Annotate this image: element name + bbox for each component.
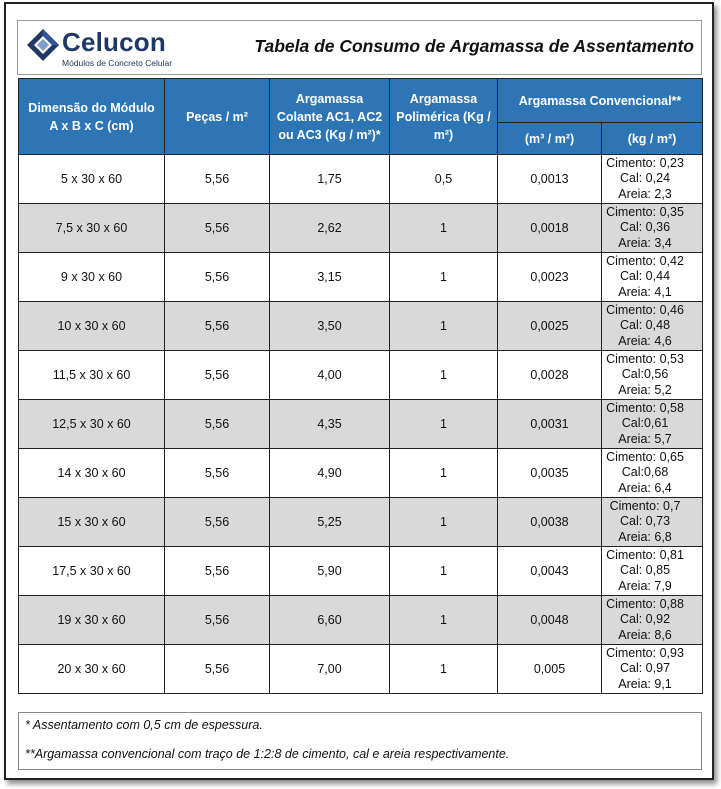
cell-volume: 0,0013 xyxy=(498,155,602,204)
header-dimension: Dimensão do Módulo A x B x C (cm) xyxy=(19,79,165,155)
cell-dimension: 12,5 x 30 x 60 xyxy=(19,400,165,449)
cell-adhesive: 4,35 xyxy=(270,400,390,449)
cell-polymeric: 1 xyxy=(390,302,498,351)
cell-pieces: 5,56 xyxy=(165,645,270,694)
cell-volume: 0,0025 xyxy=(498,302,602,351)
cell-volume: 0,0023 xyxy=(498,253,602,302)
cell-pieces: 5,56 xyxy=(165,400,270,449)
header-adhesive-mortar: Argamassa Colante AC1, AC2 ou AC3 (Kg / m²)* xyxy=(270,79,390,155)
header-conventional-mortar: Argamassa Convencional** xyxy=(498,79,703,123)
cell-dimension: 15 x 30 x 60 xyxy=(19,498,165,547)
cell-adhesive: 3,15 xyxy=(270,253,390,302)
table-row xyxy=(19,302,703,351)
cell-pieces: 5,56 xyxy=(165,547,270,596)
cell-mix: Cimento: 0,7 Cal: 0,73 Areia: 6,8 xyxy=(602,498,703,547)
table-row xyxy=(19,498,703,547)
table-row xyxy=(19,351,703,400)
cell-polymeric: 1 xyxy=(390,400,498,449)
cell-mix: Cimento: 0,23 Cal: 0,24 Areia: 2,3 xyxy=(602,155,703,204)
cell-adhesive: 3,50 xyxy=(270,302,390,351)
cell-mix: Cimento: 0,35 Cal: 0,36 Areia: 3,4 xyxy=(602,204,703,253)
cell-adhesive: 1,75 xyxy=(270,155,390,204)
cell-mix: Cimento: 0,93 Cal: 0,97 Areia: 9,1 xyxy=(602,645,703,694)
brand-name: Celucon xyxy=(62,27,166,57)
cell-mix: Cimento: 0,65 Cal:0,68 Areia: 6,4 xyxy=(602,449,703,498)
header-conventional-volume: (m³ / m²) xyxy=(498,123,602,155)
cell-dimension: 19 x 30 x 60 xyxy=(19,596,165,645)
cell-adhesive: 7,00 xyxy=(270,645,390,694)
table-row xyxy=(19,547,703,596)
cell-mix: Cimento: 0,88 Cal: 0,92 Areia: 8,6 xyxy=(602,596,703,645)
cell-pieces: 5,56 xyxy=(165,155,270,204)
cell-dimension: 10 x 30 x 60 xyxy=(19,302,165,351)
cell-volume: 0,0028 xyxy=(498,351,602,400)
cell-pieces: 5,56 xyxy=(165,449,270,498)
header-pieces: Peças / m² xyxy=(165,79,270,155)
cell-pieces: 5,56 xyxy=(165,302,270,351)
cell-dimension: 11,5 x 30 x 60 xyxy=(19,351,165,400)
cell-mix: Cimento: 0,42 Cal: 0,44 Areia: 4,1 xyxy=(602,253,703,302)
cell-polymeric: 0,5 xyxy=(390,155,498,204)
cell-adhesive: 5,90 xyxy=(270,547,390,596)
cell-polymeric: 1 xyxy=(390,596,498,645)
cell-dimension: 9 x 30 x 60 xyxy=(19,253,165,302)
cell-dimension: 20 x 30 x 60 xyxy=(19,645,165,694)
cell-adhesive: 6,60 xyxy=(270,596,390,645)
document-title: Tabela de Consumo de Argamassa de Assentamento xyxy=(254,36,694,56)
table-row xyxy=(19,253,703,302)
cell-mix: Cimento: 0,81 Cal: 0,85 Areia: 7,9 xyxy=(602,547,703,596)
cell-pieces: 5,56 xyxy=(165,351,270,400)
cell-mix: Cimento: 0,58 Cal:0,61 Areia: 5,7 xyxy=(602,400,703,449)
cell-pieces: 5,56 xyxy=(165,204,270,253)
cell-polymeric: 1 xyxy=(390,498,498,547)
brand-tagline: Módulos de Concreto Celular xyxy=(62,58,173,68)
footnote-mix-ratio: **Argamassa convencional com traço de 1:2:8 de cimento, cal e areia respectivamente. xyxy=(25,747,510,761)
cell-polymeric: 1 xyxy=(390,204,498,253)
table-row xyxy=(19,155,703,204)
footnote-thickness: * Assentamento com 0,5 cm de espessura. xyxy=(25,718,263,732)
cell-mix: Cimento: 0,46 Cal: 0,48 Areia: 4,6 xyxy=(602,302,703,351)
table-row xyxy=(19,204,703,253)
cell-volume: 0,005 xyxy=(498,645,602,694)
cell-dimension: 7,5 x 30 x 60 xyxy=(19,204,165,253)
cell-pieces: 5,56 xyxy=(165,596,270,645)
cell-adhesive: 5,25 xyxy=(270,498,390,547)
table-row xyxy=(19,645,703,694)
table-row xyxy=(19,400,703,449)
footnotes xyxy=(18,712,702,770)
document-header xyxy=(17,20,702,75)
table-row xyxy=(19,449,703,498)
cell-volume: 0,0031 xyxy=(498,400,602,449)
cell-mix: Cimento: 0,53 Cal:0,56 Areia: 5,2 xyxy=(602,351,703,400)
cell-polymeric: 1 xyxy=(390,547,498,596)
cell-pieces: 5,56 xyxy=(165,498,270,547)
cell-polymeric: 1 xyxy=(390,253,498,302)
celucon-logo xyxy=(26,28,226,70)
cell-volume: 0,0018 xyxy=(498,204,602,253)
cell-polymeric: 1 xyxy=(390,645,498,694)
cell-volume: 0,0048 xyxy=(498,596,602,645)
cell-volume: 0,0043 xyxy=(498,547,602,596)
cell-volume: 0,0035 xyxy=(498,449,602,498)
header-polymeric-mortar: Argamassa Polimérica (Kg / m²) xyxy=(390,79,498,155)
table-row xyxy=(19,596,703,645)
cell-adhesive: 4,90 xyxy=(270,449,390,498)
cell-dimension: 5 x 30 x 60 xyxy=(19,155,165,204)
cell-adhesive: 4,00 xyxy=(270,351,390,400)
cell-dimension: 17,5 x 30 x 60 xyxy=(19,547,165,596)
cube-logo-icon xyxy=(26,28,60,62)
cell-dimension: 14 x 30 x 60 xyxy=(19,449,165,498)
cell-polymeric: 1 xyxy=(390,351,498,400)
cell-volume: 0,0038 xyxy=(498,498,602,547)
cell-pieces: 5,56 xyxy=(165,253,270,302)
header-conventional-mass: (kg / m²) xyxy=(602,123,703,155)
cell-polymeric: 1 xyxy=(390,449,498,498)
consumption-table xyxy=(18,78,703,694)
cell-adhesive: 2,62 xyxy=(270,204,390,253)
